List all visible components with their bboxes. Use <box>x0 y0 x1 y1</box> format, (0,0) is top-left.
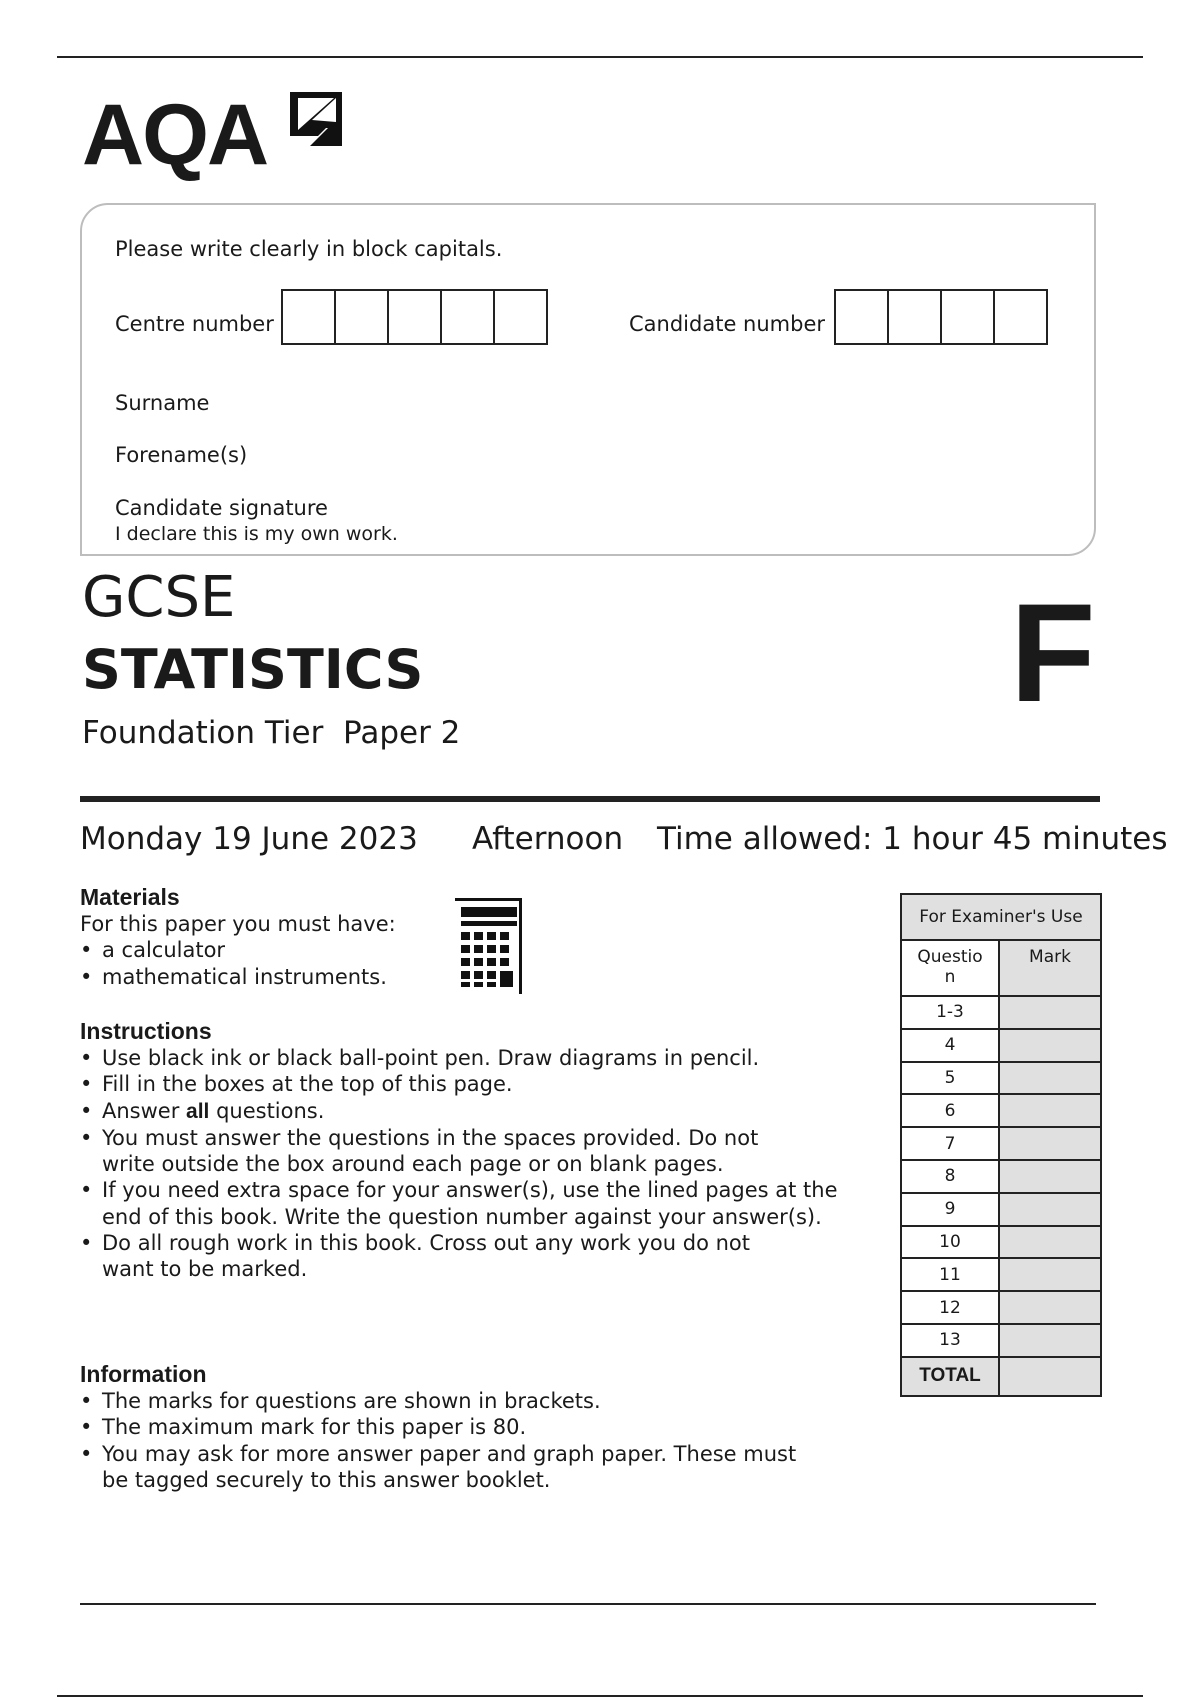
qualification-title: GCSE <box>82 565 236 630</box>
examiner-use-table <box>900 893 1102 1397</box>
list-item: • You may ask for more answer paper and graph paper. These must be tagged securely to this answer booklet. <box>80 1441 800 1494</box>
question-number: 1-3 <box>901 996 999 1029</box>
mark-cell[interactable] <box>999 1324 1101 1357</box>
list-item: • If you need extra space for your answer(s), use the lined pages at the end of this book. Write the question number against your answer(s). <box>80 1177 860 1230</box>
information-heading: Information <box>80 1361 207 1387</box>
bottom-rule <box>57 1695 1143 1697</box>
subject-title: STATISTICS <box>82 638 424 701</box>
centre-digit-box[interactable] <box>440 289 495 345</box>
footer-rule <box>80 1603 1096 1605</box>
instructions-list <box>80 1045 860 1283</box>
exam-session: Afternoon <box>472 821 624 857</box>
information-list <box>80 1388 800 1493</box>
surname-label: Surname <box>115 391 210 415</box>
list-item: • mathematical instruments. <box>80 964 440 990</box>
signature-label: Candidate signature <box>115 496 328 520</box>
candidate-digit-box[interactable] <box>834 289 889 345</box>
list-item: • Fill in the boxes at the top of this page. <box>80 1071 860 1097</box>
mark-cell[interactable] <box>999 1291 1101 1324</box>
question-number: 13 <box>901 1324 999 1357</box>
logo-text: AQA <box>82 87 268 183</box>
materials-heading: Materials <box>80 884 180 910</box>
declaration-text: I declare this is my own work. <box>115 523 398 545</box>
question-number: 11 <box>901 1258 999 1291</box>
mark-cell[interactable] <box>999 1226 1101 1259</box>
mark-cell[interactable] <box>999 1160 1101 1193</box>
mark-cell[interactable] <box>999 996 1101 1029</box>
materials-intro: For this paper you must have: <box>80 912 396 936</box>
information-section <box>80 1360 800 1493</box>
examiner-table-header: For Examiner's Use <box>901 894 1101 940</box>
list-item: • Use black ink or black ball-point pen. Draw diagrams in pencil. <box>80 1045 860 1071</box>
question-number: 12 <box>901 1291 999 1324</box>
question-number: 7 <box>901 1127 999 1160</box>
mark-cell[interactable] <box>999 1127 1101 1160</box>
answer-all-prefix: Answer <box>102 1098 187 1123</box>
candidate-digit-box[interactable] <box>887 289 942 345</box>
mark-cell[interactable] <box>999 1193 1101 1226</box>
question-number: 8 <box>901 1160 999 1193</box>
total-mark-cell[interactable] <box>999 1357 1101 1396</box>
mark-cell[interactable] <box>999 1062 1101 1095</box>
list-item <box>80 1098 860 1125</box>
centre-digit-box[interactable] <box>281 289 336 345</box>
answer-all-emphasis: all <box>186 1099 210 1123</box>
time-allowed: Time allowed: 1 hour 45 minutes <box>657 821 1168 857</box>
list-item: • The maximum mark for this paper is 80. <box>80 1414 800 1440</box>
candidate-number-label: Candidate number <box>629 312 825 336</box>
forenames-label: Forename(s) <box>115 443 248 467</box>
candidate-digit-box[interactable] <box>993 289 1048 345</box>
answer-all-suffix: questions. <box>209 1098 325 1123</box>
mark-column-header: Mark <box>999 940 1101 996</box>
centre-digit-box[interactable] <box>334 289 389 345</box>
question-number: 9 <box>901 1193 999 1226</box>
instructions-heading: Instructions <box>80 1018 212 1044</box>
list-item: • The marks for questions are shown in brackets. <box>80 1388 800 1414</box>
candidate-details-box <box>80 203 1096 556</box>
list-item: • You must answer the questions in the spaces provided. Do not write outside the box around each page or on blank pages. <box>80 1125 782 1178</box>
materials-list <box>80 937 440 990</box>
calculator-icon <box>455 898 523 994</box>
candidate-digit-box[interactable] <box>940 289 995 345</box>
centre-number-boxes[interactable] <box>281 289 546 345</box>
question-number: 4 <box>901 1029 999 1062</box>
title-divider <box>80 796 1100 802</box>
mark-cell[interactable] <box>999 1258 1101 1291</box>
instructions-section <box>80 1017 860 1283</box>
block-capitals-instruction: Please write clearly in block capitals. <box>115 237 503 261</box>
exam-date: Monday 19 June 2023 <box>80 821 418 857</box>
question-column-header: Questio n <box>901 940 999 996</box>
centre-number-label: Centre number <box>115 312 274 336</box>
list-item: • a calculator <box>80 937 440 963</box>
question-number: 5 <box>901 1062 999 1095</box>
mark-cell[interactable] <box>999 1094 1101 1127</box>
mark-cell[interactable] <box>999 1029 1101 1062</box>
top-rule <box>57 56 1143 58</box>
logo-mark-icon <box>288 90 344 148</box>
centre-digit-box[interactable] <box>493 289 548 345</box>
total-label: TOTAL <box>901 1357 999 1396</box>
question-number: 10 <box>901 1226 999 1259</box>
materials-section <box>80 883 440 990</box>
candidate-number-boxes[interactable] <box>834 289 1046 345</box>
tier-letter: F <box>1010 574 1096 731</box>
tier-paper-title: Foundation Tier Paper 2 <box>82 715 461 751</box>
list-item: • Do all rough work in this book. Cross out any work you do not want to be marked. <box>80 1230 782 1283</box>
aqa-logo <box>82 88 342 183</box>
question-number: 6 <box>901 1094 999 1127</box>
centre-digit-box[interactable] <box>387 289 442 345</box>
